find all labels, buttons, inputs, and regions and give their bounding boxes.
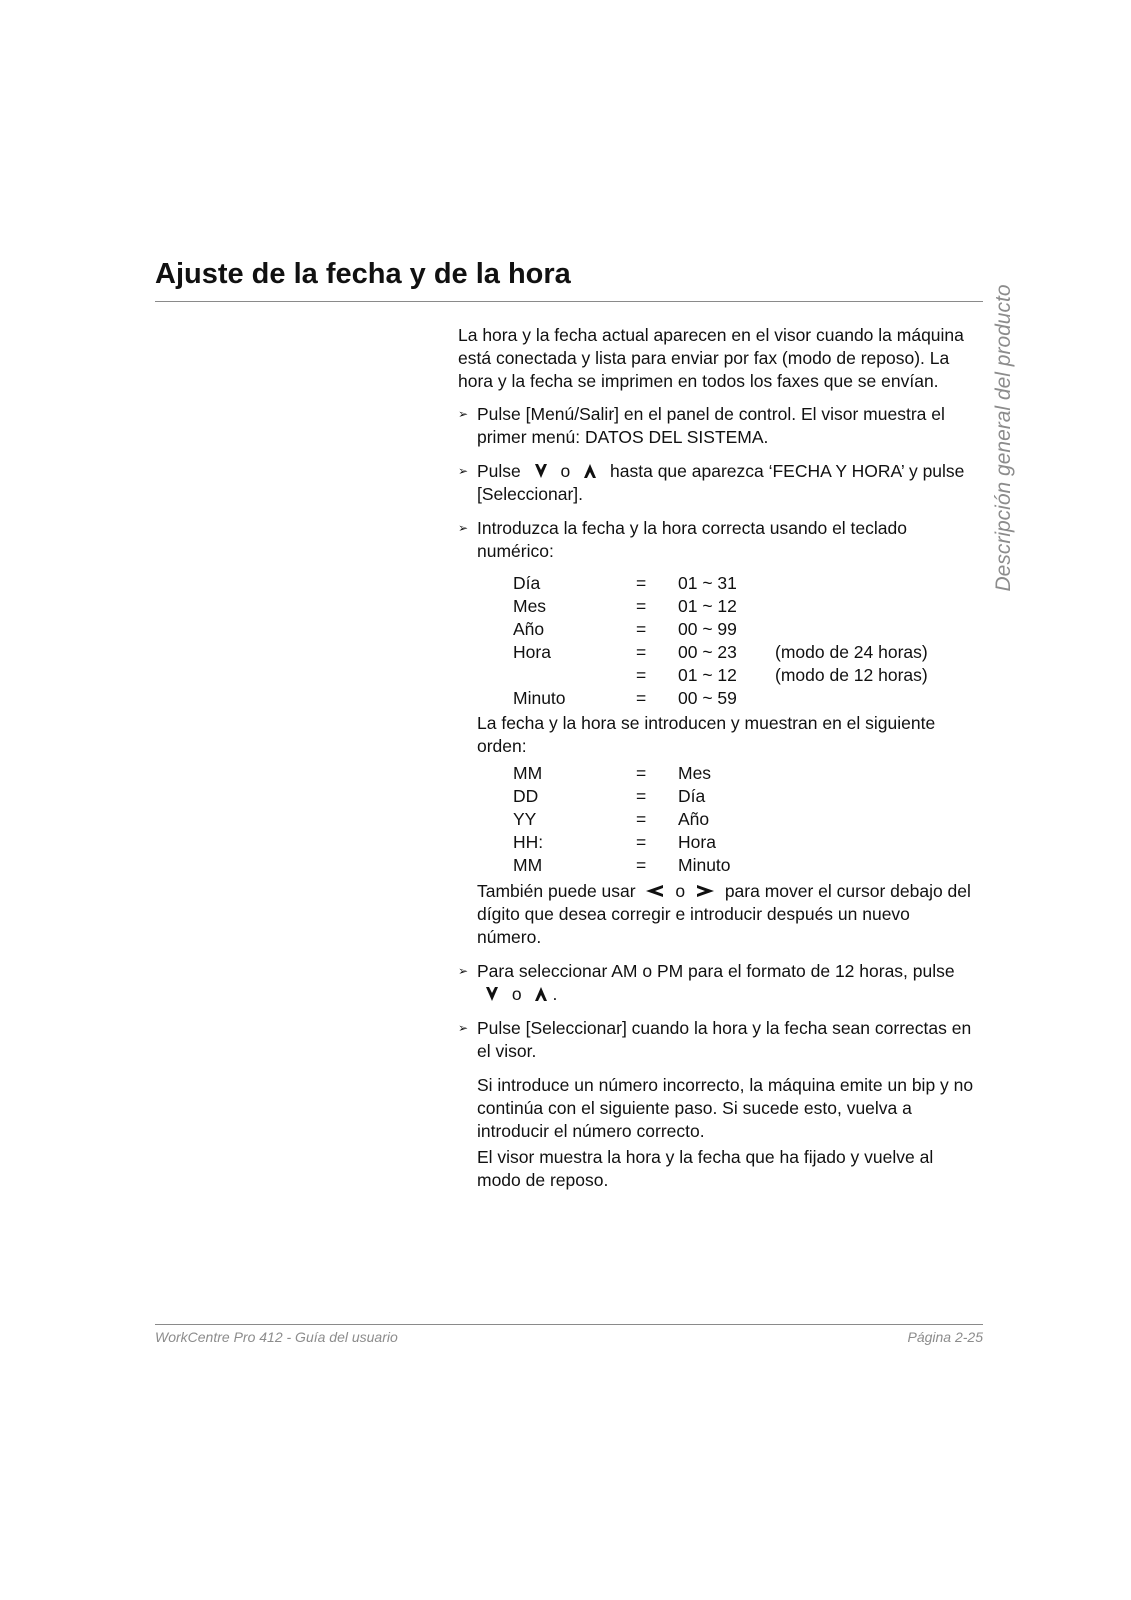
up-arrow-icon (579, 463, 601, 479)
table-row: Año = 00 ~ 99 (513, 619, 737, 639)
up-arrow-icon (530, 986, 552, 1002)
bullet-arrow-icon: ➢ (458, 1021, 469, 1035)
step-4-or: o (511, 984, 522, 1004)
step-2 (458, 460, 978, 506)
intro-paragraph: La hora y la fecha actual aparecen en el visor cuando la máquina está conectada y lista para enviar por fax (modo de reposo). La hora y la fecha se imprimen en todos los faxes que se envían. (458, 325, 964, 391)
down-arrow-icon (530, 463, 552, 479)
step-1-text: Pulse [Menú/Salir] en el panel de control. El visor muestra el primer menú: DATOS DEL SISTEMA. (477, 404, 945, 447)
cursor-suffix: para mover el cursor debajo del dígito que desea corregir e introducir después un nuevo número. (477, 881, 971, 947)
step-3 (458, 517, 978, 563)
footer-divider (155, 1324, 983, 1325)
table-row: DD = Día (513, 786, 706, 806)
title-divider (155, 301, 983, 302)
step-2-or: o (560, 461, 571, 481)
section-side-tab (978, 268, 1030, 608)
value-range-table (513, 572, 928, 710)
step-1 (458, 403, 978, 449)
step-3-text: Introduzca la fecha y la hora correcta usando el teclado numérico: (477, 518, 907, 561)
footer-guide-title: WorkCentre Pro 412 - Guía del usuario (155, 1329, 398, 1345)
step-4-prefix: Para seleccionar AM o PM para el formato de 12 horas, pulse (477, 961, 955, 981)
table-row: Hora = 00 ~ 23 (modo de 24 horas) (513, 642, 928, 662)
step-2-suffix: hasta que aparezca ‘FECHA Y HORA’ y pulse [Seleccionar]. (477, 461, 965, 504)
cursor-paragraph (458, 880, 978, 949)
table-row: Mes = 01 ~ 12 (513, 596, 737, 616)
left-arrow-icon (644, 883, 666, 899)
down-arrow-icon (481, 986, 503, 1002)
table-row: MM = Minuto (513, 855, 731, 875)
table-row: Día = 01 ~ 31 (513, 573, 737, 593)
bullet-arrow-icon: ➢ (458, 521, 469, 535)
step-4-suffix: . (552, 984, 558, 1004)
order-table (513, 762, 775, 877)
step-2-prefix: Pulse (477, 461, 521, 481)
cursor-or: o (675, 881, 686, 901)
step-5 (458, 1017, 978, 1063)
table-row: Minuto = 00 ~ 59 (513, 688, 737, 708)
right-arrow-icon (694, 883, 716, 899)
note-incorrect-number: Si introduce un número incorrecto, la máquina emite un bip y no continúa con el siguiente paso. Si sucede esto, vuelva a introducir el número correcto. (477, 1075, 974, 1141)
cursor-prefix: También puede usar (477, 881, 636, 901)
bullet-arrow-icon: ➢ (458, 464, 469, 478)
section-side-tab-label: Descripción general del producto (992, 284, 1015, 592)
bullet-arrow-icon: ➢ (458, 407, 469, 421)
table-row: MM = Mes (513, 763, 712, 783)
table-row: HH: = Hora (513, 832, 716, 852)
footer-page-number: Página 2-25 (907, 1329, 983, 1345)
table-row: YY = Año (513, 809, 710, 829)
order-paragraph: La fecha y la hora se introducen y muestran en el siguiente orden: (477, 713, 936, 756)
note-standby: El visor muestra la hora y la fecha que ha fijado y vuelve al modo de reposo. (477, 1147, 934, 1190)
step-5-text: Pulse [Seleccionar] cuando la hora y la fecha sean correctas en el visor. (477, 1018, 972, 1061)
table-row: = 01 ~ 12 (modo de 12 horas) (636, 665, 928, 685)
bullet-arrow-icon: ➢ (458, 964, 469, 978)
page-title: Ajuste de la fecha y de la hora (155, 258, 571, 290)
step-4 (458, 960, 978, 1006)
main-content (458, 324, 978, 1192)
